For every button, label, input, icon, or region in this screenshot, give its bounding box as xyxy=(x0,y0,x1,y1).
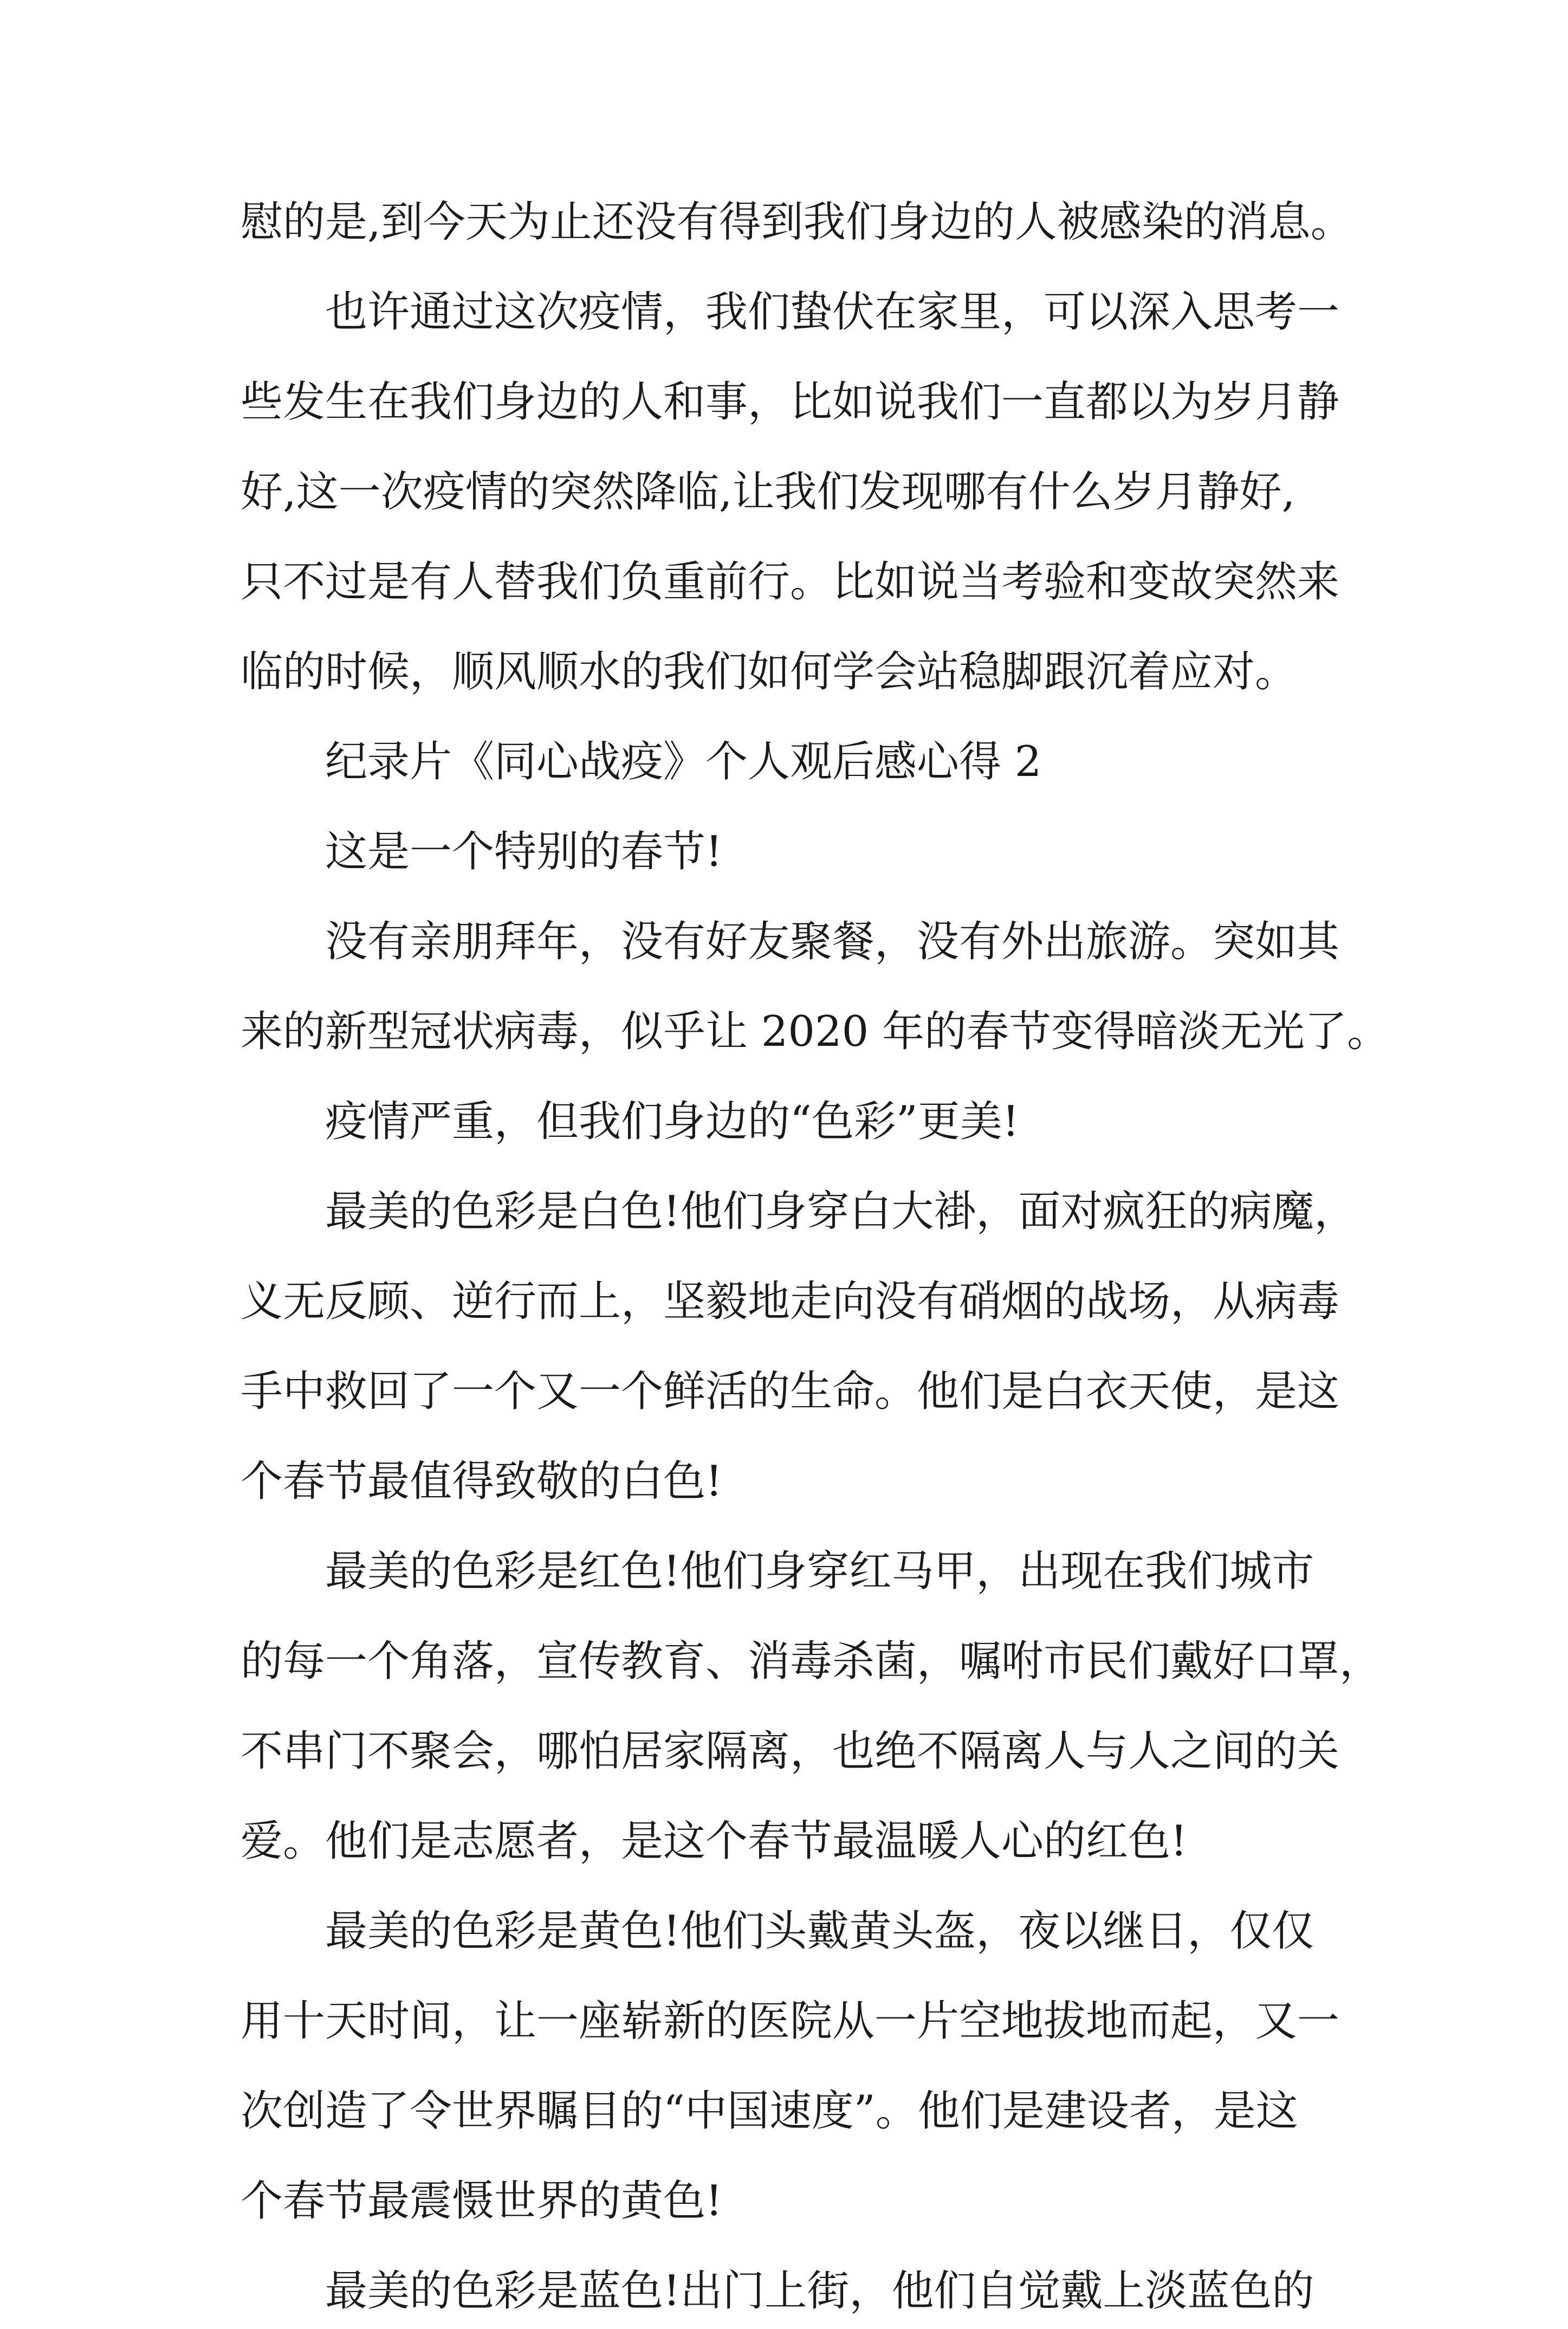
text-line: 慰的是,到今天为止还没有得到我们身边的人被感染的消息。 xyxy=(241,198,1353,247)
text-line: 最美的色彩是红色!他们身穿红马甲，出现在我们城市 xyxy=(325,1547,1314,1596)
section-heading: 纪录片《同心战疫》个人观后感心得 2 xyxy=(325,737,1042,786)
text-line: 只不过是有人替我们负重前行。比如说当考验和变故突然来 xyxy=(241,558,1340,606)
text-line: 不串门不聚会，哪怕居家隔离，也绝不隔离人与人之间的关 xyxy=(241,1727,1340,1776)
text-line: 没有亲朋拜年，没有好友聚餐，没有外出旅游。突如其 xyxy=(325,917,1340,966)
text-line: 这是一个特别的春节! xyxy=(325,827,723,876)
text-line: 次创造了令世界瞩目的“中国速度”。他们是建设者，是这 xyxy=(241,2087,1298,2136)
text-line: 最美的色彩是白色!他们身穿白大褂，面对疯狂的病魔， xyxy=(325,1187,1357,1236)
text-line: 些发生在我们身边的人和事，比如说我们一直都以为岁月静 xyxy=(241,378,1340,426)
text-line: 的每一个角落，宣传教育、消毒杀菌，嘱咐市民们戴好口罩， xyxy=(241,1637,1382,1686)
text-line: 个春节最震慑世界的黄色! xyxy=(241,2177,723,2226)
text-line: 义无反顾、逆行而上，坚毅地走向没有硝烟的战场，从病毒 xyxy=(241,1277,1340,1326)
text-line: 个春节最值得致敬的白色! xyxy=(241,1457,723,1506)
text-line: 手中救回了一个又一个鲜活的生命。他们是白衣天使，是这 xyxy=(241,1367,1340,1416)
text-line: 最美的色彩是黄色!他们头戴黄头盔，夜以继日，仅仅 xyxy=(325,1907,1314,1956)
text-line: 爱。他们是志愿者，是这个春节最温暖人心的红色! xyxy=(241,1817,1188,1866)
text-line: 用十天时间，让一座崭新的医院从一片空地拔地而起，又一 xyxy=(241,1997,1340,2046)
text-line: 也许通过这次疫情，我们蛰伏在家里，可以深入思考一 xyxy=(325,288,1340,337)
text-line: 疫情严重，但我们身边的“色彩”更美! xyxy=(325,1097,1020,1146)
text-line: 来的新型冠状病毒，似乎让 2020 年的春节变得暗淡无光了。 xyxy=(241,1007,1390,1056)
text-line: 好,这一次疫情的突然降临,让我们发现哪有什么岁月静好, xyxy=(241,468,1295,516)
text-line: 最美的色彩是蓝色!出门上街，他们自觉戴上淡蓝色的 xyxy=(325,2267,1314,2315)
text-line: 临的时候，顺风顺水的我们如何学会站稳脚跟沉着应对。 xyxy=(241,648,1298,696)
